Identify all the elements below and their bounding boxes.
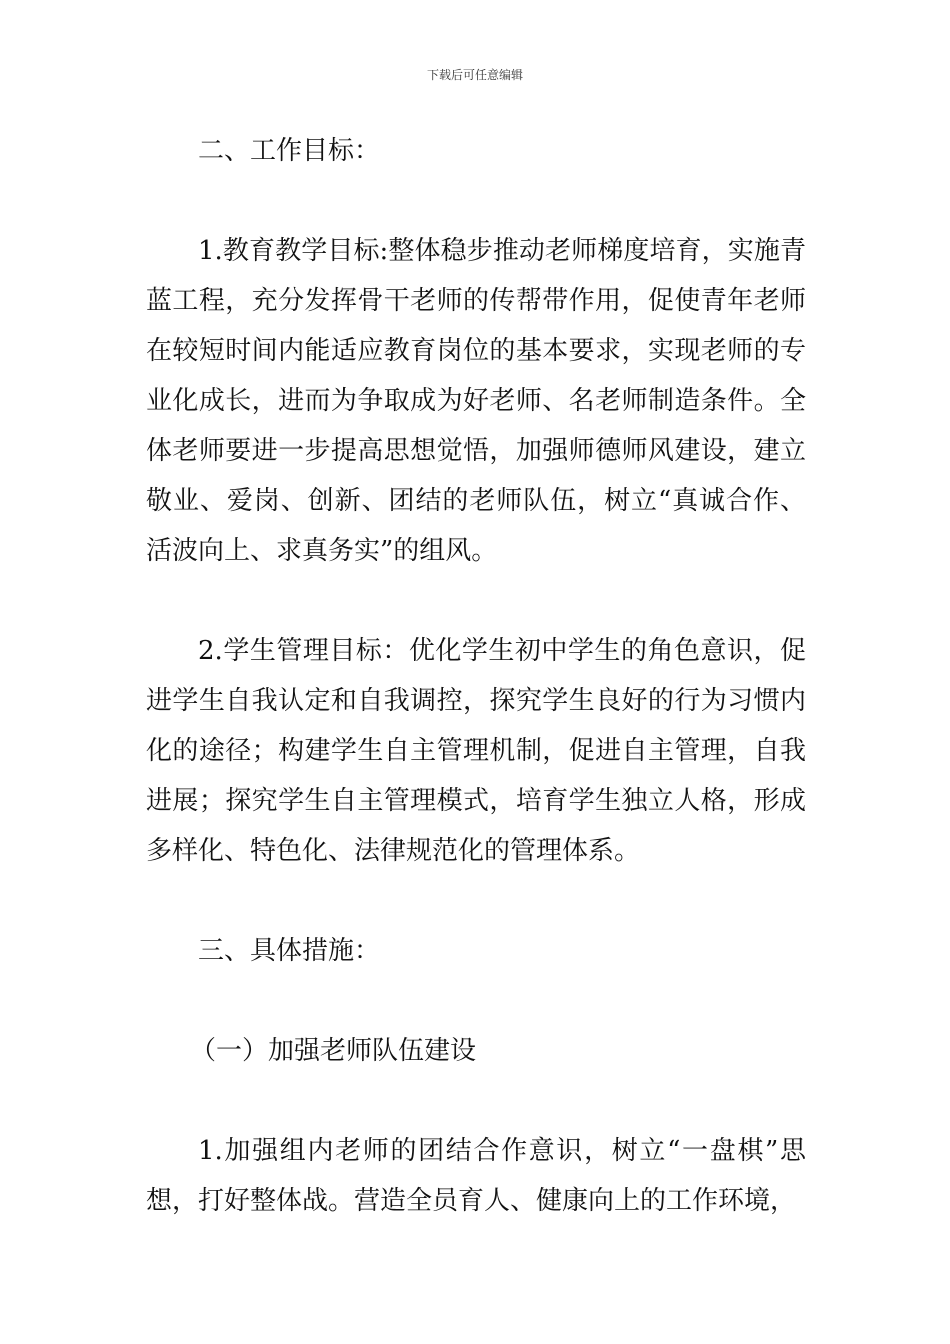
document-body: [146, 126, 806, 1226]
section-heading-specific-measures: 三、具体措施：: [198, 936, 381, 966]
section-heading-work-goals: 二、工作目标：: [198, 136, 381, 166]
page-header-note: 下载后可任意编辑: [426, 68, 523, 82]
spacer: [146, 976, 806, 1026]
paragraph-team-unity: 1.加强组内老师的团结合作意识，树立“一盘棋”思想，打好整体战。营造全员育人、健康向上的工作环境，: [146, 1136, 806, 1216]
spacer: [146, 176, 806, 226]
spacer: [146, 1076, 806, 1126]
paragraph-teaching-goals: 1.教育教学目标:整体稳步推动老师梯度培育，实施青蓝工程，充分发挥骨干老师的传帮带作用，促使青年老师在较短时间内能适应教育岗位的基本要求，实现老师的专业化成长，进而为争取成为好老师、名老师制造条件。全体老师要进一步提高思想觉悟，加强师德师风建设，建立敬业、爱岗、创新、团结的老师队伍，树立“真诚合作、活波向上、求真务实”的组风。: [146, 236, 806, 566]
paragraph-student-management-goals: 2.学生管理目标：优化学生初中学生的角色意识，促进学生自我认定和自我调控，探究学生良好的行为习惯内化的途径；构建学生自主管理机制，促进自主管理，自我进展；探究学生自主管理模式，培育学生独立人格，形成多样化、特色化、法律规范化的管理体系。: [146, 636, 806, 866]
spacer: [146, 576, 806, 626]
spacer: [146, 876, 806, 926]
subsection-heading-teacher-team: （一）加强老师队伍建设: [190, 1036, 477, 1066]
